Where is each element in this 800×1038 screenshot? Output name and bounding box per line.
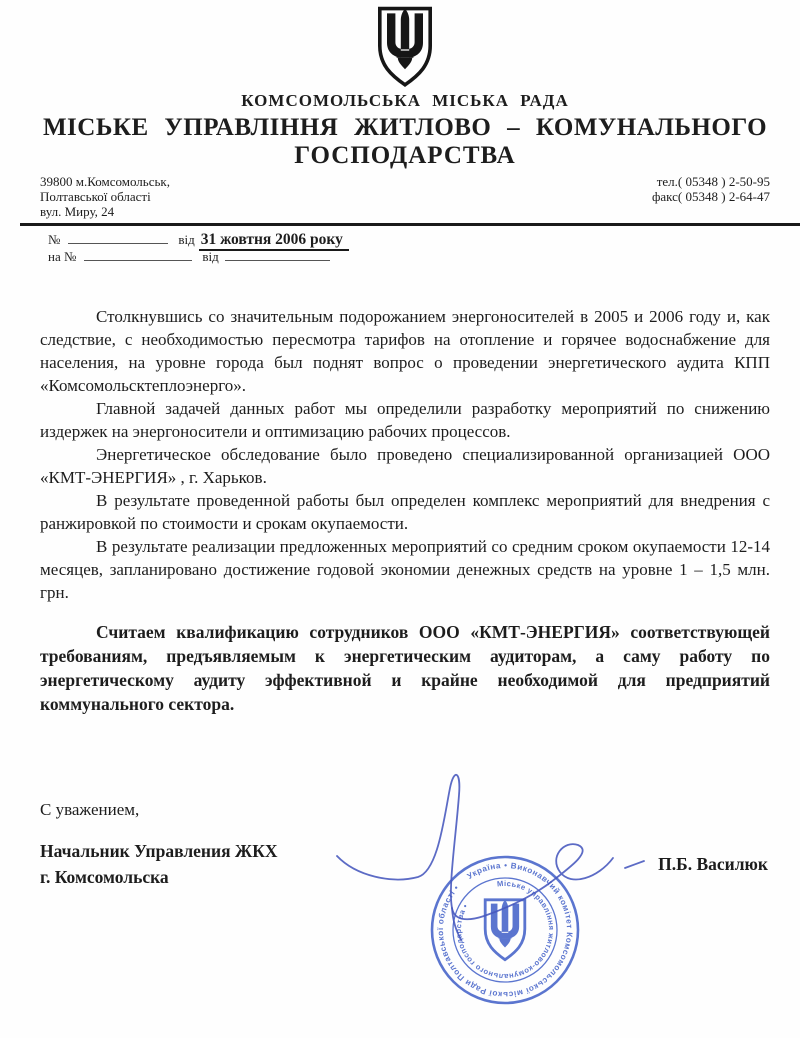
paragraph: Энергетическое обследование было проведено специализированной организацией ООО «КМТ-ЭНЕРГИЯ» , г. Харьков. — [40, 445, 770, 487]
reference-block — [48, 231, 770, 265]
fax-number: факс( 05348 ) 2-64-47 — [651, 189, 770, 204]
ref-date-label: від — [178, 232, 195, 247]
reference-line-outgoing — [48, 231, 770, 248]
closing-block — [40, 800, 770, 890]
org-name-line1: МІСЬКЕ УПРАВЛІННЯ ЖИТЛОВО – КОМУНАЛЬНОГО — [42, 114, 768, 141]
paragraph: Столкнувшись со значительным подорожанием энергоносителей в 2005 и 2006 году и, как следствие, с необходимостью пересмотра тарифов на отопление и горячее водоснабжение для населения, на уровне города был поднят вопрос о проведении энергетического аудита КПП «Комсомольсктеплоэнерго». — [40, 307, 770, 395]
phone-number: тел.( 05348 ) 2-50-95 — [656, 174, 770, 189]
paragraph: В результате реализации предложенных мероприятий со средним сроком окупаемости 12-14 месяцев, запланировано достижение годовой экономии денежных средств на уровне 1 – 1,5 млн. грн. — [40, 537, 770, 602]
stamp-inner-ring-text: Міське управління житлово-комунального господарства • — [453, 878, 557, 982]
stamp-trident-icon — [485, 900, 525, 960]
paragraph: В результате проведенной работы был определен комплекс мероприятий для внедрения с ранжировкой по стоимости и срокам окупаемости. — [40, 491, 770, 533]
ref-on-date-label: від — [202, 249, 219, 264]
reference-line-incoming — [48, 248, 770, 265]
ref-on-number-blank — [84, 249, 192, 261]
org-name-line2: ГОСПОДАРСТВА — [294, 142, 516, 169]
address-line: вул. Миру, 24 — [40, 204, 115, 219]
council-name: КОМСОМОЛЬСЬКА МІСЬКА РАДА — [241, 91, 569, 110]
signer-name: П.Б. Василюк — [658, 853, 768, 874]
letterhead-divider — [20, 223, 800, 226]
contact-block — [652, 174, 770, 204]
ukraine-trident-emblem-icon — [373, 5, 437, 89]
signature-row — [40, 838, 770, 890]
salutation: С уважением, — [40, 800, 140, 819]
ref-number-blank — [68, 232, 168, 244]
paragraph: Главной задачей данных работ мы определили разработку мероприятий по снижению издержек на энергоносители и оптимизацию рабочих процессов. — [40, 399, 770, 441]
emphasis-paragraph: Считаем квалификацию сотрудников ООО «КМТ-ЭНЕРГИЯ» соответствующей требованиям, предъявляемым к энергетическим аудиторам, а саму работу по энергетическому аудиту эффективной и крайне необходимой для предприятий коммунального сектора. — [40, 622, 770, 714]
ref-on-number-label: на № — [48, 249, 77, 264]
letter-body — [40, 305, 770, 716]
letterhead-info-row — [40, 174, 770, 219]
address-block — [40, 174, 170, 219]
letter-date: 31 жовтня 2006 року — [199, 231, 349, 251]
address-line: Полтавської області — [40, 189, 151, 204]
stamp-outer-ring-text: Україна • Виконавчий комітет Комсомольської міської Ради Полтавської області • — [435, 860, 575, 1000]
address-line: 39800 м.Комсомольськ, — [40, 174, 170, 189]
signer-title-line: г. Комсомольска — [40, 867, 169, 887]
signer-title — [40, 838, 278, 890]
ref-number-label: № — [48, 232, 61, 247]
ref-on-date-blank — [225, 249, 330, 261]
signer-title-line: Начальник Управления ЖКХ — [40, 841, 278, 861]
letterhead — [40, 5, 770, 219]
